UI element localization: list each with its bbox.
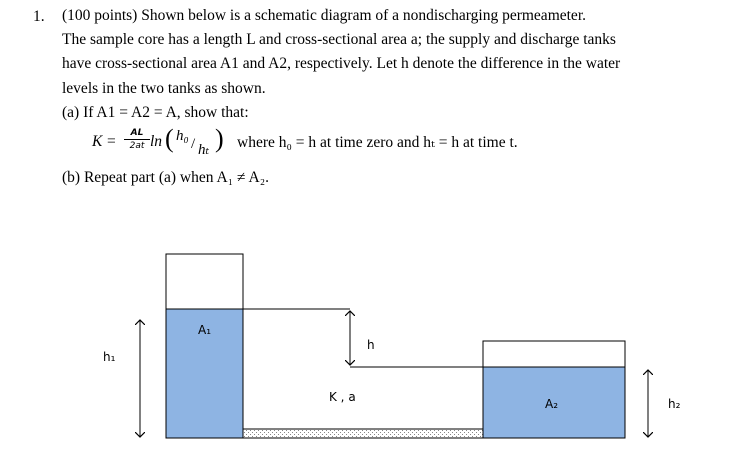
- problem-line-2: The sample core has a length L and cross-sectional area a; the supply and discharge tanks: [62, 31, 616, 48]
- equation-equals: =: [107, 133, 116, 150]
- h-label: h: [367, 338, 375, 352]
- h1-label: h₁: [103, 350, 116, 364]
- equation-definitions: where h₀ = h at time zero and hₜ = h at time t.: [237, 134, 518, 151]
- core-label: K , a: [329, 390, 356, 404]
- tank2-label: A₂: [545, 397, 559, 411]
- equation-denominator: 2at: [129, 141, 145, 151]
- h2-label: h₂: [668, 397, 681, 411]
- equation-numerator: AL: [124, 128, 150, 140]
- equation-k: K: [92, 133, 103, 150]
- equation-close-paren: ): [215, 124, 224, 153]
- part-a-statement: (a) If A1 = A2 = A, show that:: [62, 104, 249, 121]
- tank1-label: A₁: [198, 323, 212, 337]
- equation-ho: h₀: [176, 128, 189, 144]
- problem-line-1: (100 points) Shown below is a schematic diagram of a nondischarging permeameter.: [62, 7, 586, 24]
- problem-line-3: have cross-sectional area A1 and A2, respectively. Let h denote the difference in the water: [62, 55, 621, 72]
- problem-line-4: levels in the two tanks as shown.: [62, 80, 266, 97]
- equation-slash: /: [191, 136, 196, 152]
- equation-open-paren: (: [165, 124, 174, 153]
- sample-core: [243, 429, 483, 438]
- problem-number: 1.: [33, 8, 45, 25]
- equation-ht: hₜ: [198, 142, 210, 158]
- part-b-statement: (b) Repeat part (a) when A₁ ≠ A₂.: [62, 169, 269, 186]
- equation-ln: ln: [150, 133, 163, 150]
